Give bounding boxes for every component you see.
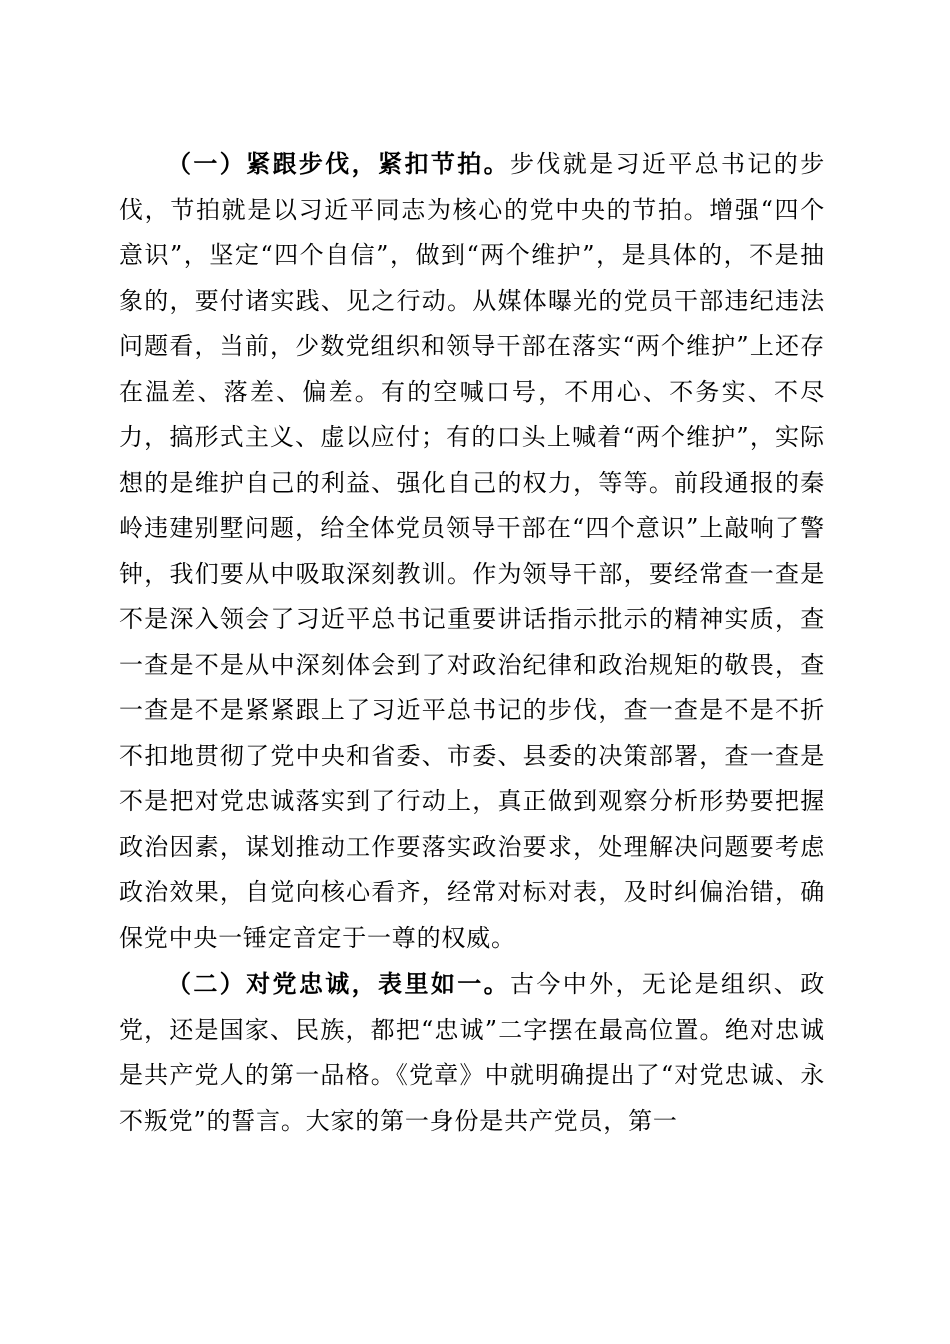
paragraph-2: [119, 961, 825, 1144]
paragraph-2-heading: （二）对党忠诚，表里如一。: [167, 969, 510, 998]
document-body: [119, 141, 825, 1144]
paragraph-1: [119, 141, 825, 961]
paragraph-2-text: 古今中外，无论是组织、政党，还是国家、民族，都把“忠诚”二字摆在最高位置。绝对忠诚是共产党人的第一品格。《党章》中就明确提出了“对党忠诚、永不叛党”的誓言。大家的第一身份是共产党员，第一: [119, 970, 825, 1135]
paragraph-1-text: 步伐就是习近平总书记的步伐，节拍就是以习近平同志为核心的党中央的节拍。增强“四个意识”，坚定“四个自信”，做到“两个维护”，是具体的，不是抽象的，要付诸实践、见之行动。从媒体曝光的党员干部违纪违法问题看，当前，少数党组织和领导干部在落实“两个维护”上还存在温差、落差、偏差。有的空喊口号，不用心、不务实、不尽力，搞形式主义、虚以应付；有的口头上喊着“两个维护”，实际想的是维护自己的利益、强化自己的权力，等等。前段通报的秦岭违建别墅问题，给全体党员领导干部在“四个意识”上敲响了警钟，我们要从中吸取深刻教训。作为领导干部，要经常查一查是不是深入领会了习近平总书记重要讲话指示批示的精神实质，查一查是不是从中深刻体会到了对政治纪律和政治规矩的敬畏，查一查是不是紧紧跟上了习近平总书记的步伐，查一查是不是不折不扣地贯彻了党中央和省委、市委、县委的决策部署，查一查是不是把对党忠诚落实到了行动上，真正做到观察分析形势要把握政治因素，谋划推动工作要落实政治要求，处理解决问题要考虑政治效果，自觉向核心看齐，经常对标对表，及时纠偏治错，确保党中央一锤定音定于一尊的权威。: [119, 150, 825, 952]
paragraph-1-heading: （一）紧跟步伐，紧扣节拍。: [167, 149, 510, 178]
